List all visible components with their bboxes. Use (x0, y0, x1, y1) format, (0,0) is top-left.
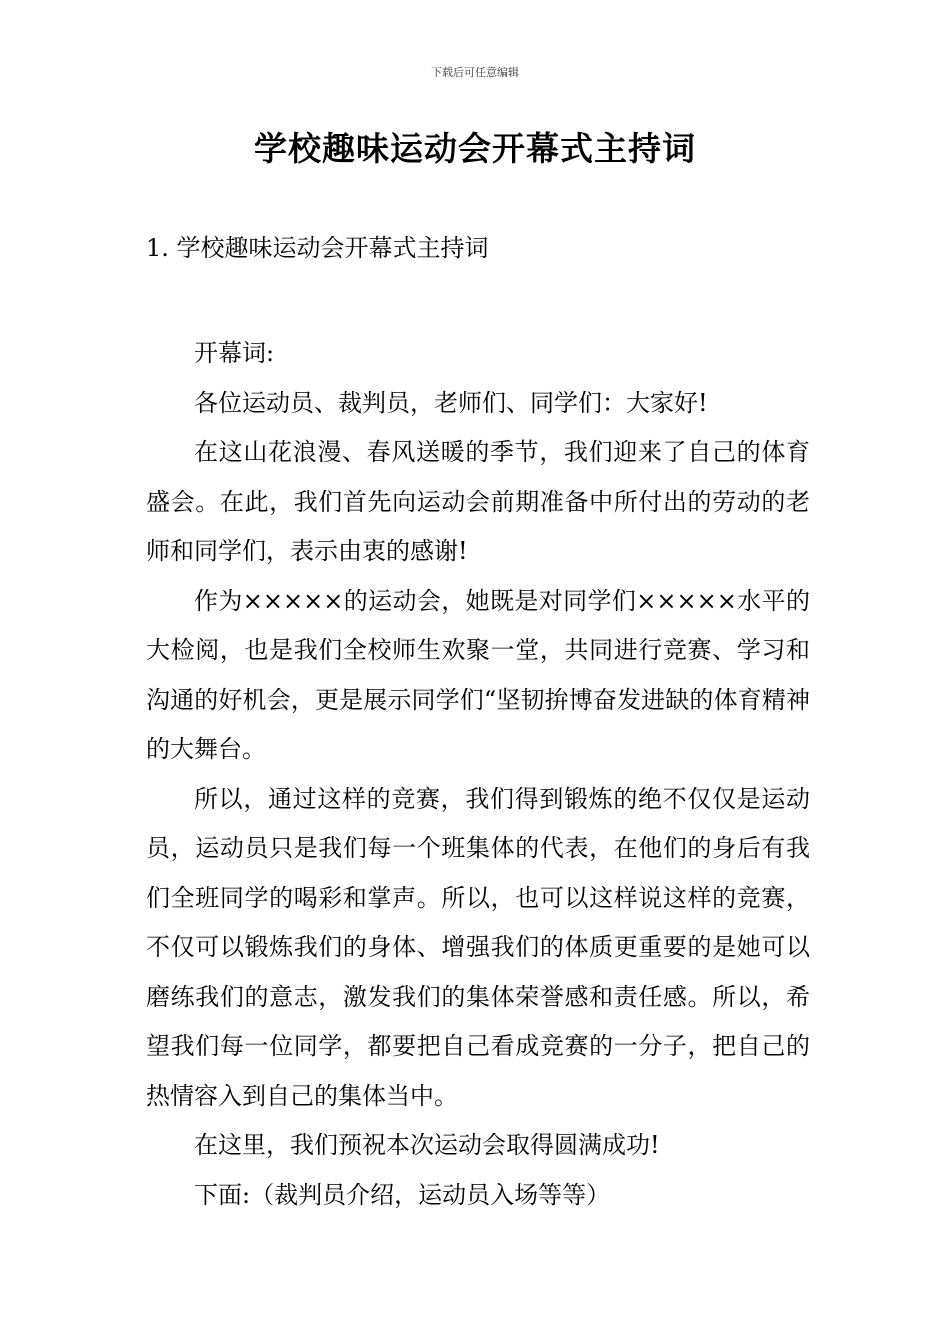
paragraph-next: 下面:（裁判员介绍，运动员入场等等） (194, 1180, 611, 1209)
paragraph-meaning: 所以，通过这样的竞赛，我们得到锻炼的绝不仅仅是运动员，运动员只是我们每一个班集体的代表，在他们的身后有我们全班同学的喝彩和掌声。所以，也可以这样说这样的竞赛，不仅可以锻炼我们的身体、增强我们的体质更重要的是她可以磨练我们的意志，激发我们的集体荣誉感和责任感。所以，希望我们每一位同学，都要把自己看成竞赛的一分子，把自己的热情容入到自己的集体当中。 (146, 784, 810, 1110)
header-note: 下载后可任意编辑 (431, 66, 519, 79)
paragraph-opening-label: 开幕词: (194, 339, 275, 367)
paragraph-greeting: 各位运动员、裁判员，老师们、同学们：大家好! (194, 388, 708, 417)
paragraph-purpose: 作为×××××的运动会，她既是对同学们×××××水平的大检阅，也是我们全校师生欢聚一堂，共同进行竞赛、学习和沟通的好机会，更是展示同学们“坚韧拚博奋发进缺的体育精神的大舞台。 (146, 586, 810, 763)
paragraph-thanks: 在这山花浪漫、春风送暖的季节，我们迎来了自己的体育盛会。在此，我们首先向运动会前期准备中所付出的劳动的老师和同学们，表示由衷的感谢! (146, 438, 810, 565)
document-body (146, 329, 810, 1220)
paragraph-wishes: 在这里，我们预祝本次运动会取得圆满成功! (194, 1131, 660, 1159)
document-title: 学校趣味运动会开幕式主持词 (254, 129, 696, 168)
section-heading: 1. 学校趣味运动会开幕式主持词 (146, 234, 489, 262)
